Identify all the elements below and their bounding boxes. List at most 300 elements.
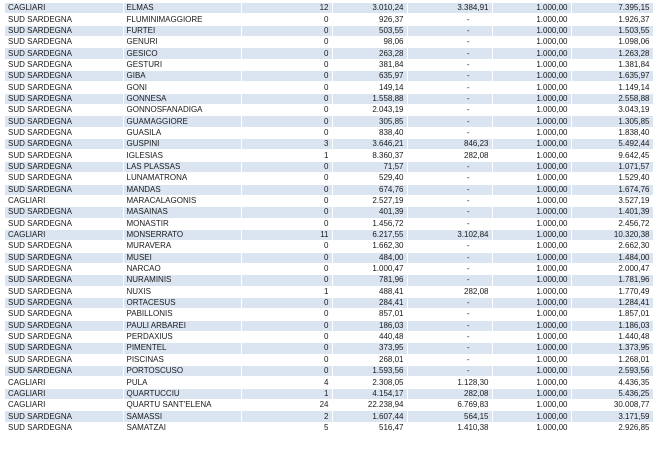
- municipality-cell: FLUMINIMAGGIORE: [123, 14, 241, 25]
- table-row: [5, 218, 653, 229]
- table-row: [5, 286, 653, 297]
- table-row: [5, 252, 653, 263]
- fixed-amount-cell: 1.000,00: [492, 71, 571, 82]
- total-cell: 1.440,48: [571, 331, 653, 342]
- fixed-amount-cell: 1.000,00: [492, 366, 571, 377]
- total-cell: 1.098,06: [571, 37, 653, 48]
- amount-b-cell: 282,08: [407, 286, 492, 297]
- amount-b-cell: 3.102,84: [407, 229, 492, 240]
- province-cell: SUD SARDEGNA: [5, 48, 123, 59]
- total-cell: 1.503,55: [571, 25, 653, 36]
- province-cell: SUD SARDEGNA: [5, 263, 123, 274]
- municipality-cell: MARACALAGONIS: [123, 195, 241, 206]
- count-cell: 0: [241, 173, 332, 184]
- municipality-data-table: [5, 3, 654, 434]
- municipality-cell: QUARTUCCIU: [123, 388, 241, 399]
- table-row: [5, 37, 653, 48]
- amount-a-cell: 529,40: [332, 173, 407, 184]
- table-row: [5, 139, 653, 150]
- fixed-amount-cell: 1.000,00: [492, 139, 571, 150]
- total-cell: 3.171,59: [571, 411, 653, 422]
- amount-a-cell: 1.593,56: [332, 366, 407, 377]
- table-row: [5, 411, 653, 422]
- municipality-cell: MUSEI: [123, 252, 241, 263]
- province-cell: SUD SARDEGNA: [5, 366, 123, 377]
- count-cell: 0: [241, 218, 332, 229]
- municipality-cell: GUAMAGGIORE: [123, 116, 241, 127]
- total-cell: 9.642,45: [571, 150, 653, 161]
- municipality-cell: MURAVERA: [123, 241, 241, 252]
- amount-a-cell: 857,01: [332, 309, 407, 320]
- count-cell: 0: [241, 48, 332, 59]
- count-cell: 0: [241, 252, 332, 263]
- table-row: [5, 161, 653, 172]
- amount-b-cell: -: [407, 37, 492, 48]
- municipality-cell: ORTACESUS: [123, 297, 241, 308]
- table-row: [5, 388, 653, 399]
- province-cell: SUD SARDEGNA: [5, 320, 123, 331]
- province-cell: SUD SARDEGNA: [5, 241, 123, 252]
- amount-a-cell: 8.360,37: [332, 150, 407, 161]
- amount-a-cell: 516,47: [332, 422, 407, 433]
- municipality-cell: NARCAO: [123, 263, 241, 274]
- fixed-amount-cell: 1.000,00: [492, 411, 571, 422]
- table-row: [5, 71, 653, 82]
- fixed-amount-cell: 1.000,00: [492, 150, 571, 161]
- amount-a-cell: 71,57: [332, 161, 407, 172]
- municipality-cell: NUXIS: [123, 286, 241, 297]
- province-cell: SUD SARDEGNA: [5, 309, 123, 320]
- count-cell: 2: [241, 411, 332, 422]
- amount-a-cell: 503,55: [332, 25, 407, 36]
- amount-b-cell: -: [407, 331, 492, 342]
- table-row: [5, 263, 653, 274]
- total-cell: 30.008,77: [571, 400, 653, 411]
- amount-b-cell: 3.384,91: [407, 3, 492, 14]
- amount-b-cell: -: [407, 173, 492, 184]
- province-cell: SUD SARDEGNA: [5, 173, 123, 184]
- total-cell: 2.558,88: [571, 93, 653, 104]
- total-cell: 1.186,03: [571, 320, 653, 331]
- province-cell: CAGLIARI: [5, 377, 123, 388]
- count-cell: 0: [241, 116, 332, 127]
- amount-b-cell: -: [407, 241, 492, 252]
- fixed-amount-cell: 1.000,00: [492, 422, 571, 433]
- municipality-cell: GUASILA: [123, 127, 241, 138]
- fixed-amount-cell: 1.000,00: [492, 297, 571, 308]
- table-row: [5, 195, 653, 206]
- count-cell: 3: [241, 139, 332, 150]
- amount-b-cell: -: [407, 366, 492, 377]
- total-cell: 1.635,97: [571, 71, 653, 82]
- province-cell: SUD SARDEGNA: [5, 218, 123, 229]
- amount-a-cell: 3.646,21: [332, 139, 407, 150]
- total-cell: 4.436,35: [571, 377, 653, 388]
- amount-b-cell: 1.410,38: [407, 422, 492, 433]
- amount-a-cell: 1.000,47: [332, 263, 407, 274]
- amount-b-cell: 564,15: [407, 411, 492, 422]
- count-cell: 1: [241, 150, 332, 161]
- fixed-amount-cell: 1.000,00: [492, 25, 571, 36]
- amount-a-cell: 2.308,05: [332, 377, 407, 388]
- count-cell: 0: [241, 275, 332, 286]
- amount-b-cell: -: [407, 320, 492, 331]
- count-cell: 0: [241, 161, 332, 172]
- table-row: [5, 25, 653, 36]
- amount-b-cell: -: [407, 184, 492, 195]
- amount-b-cell: -: [407, 343, 492, 354]
- amount-a-cell: 6.217,55: [332, 229, 407, 240]
- municipality-cell: MONSERRATO: [123, 229, 241, 240]
- fixed-amount-cell: 1.000,00: [492, 229, 571, 240]
- amount-b-cell: -: [407, 71, 492, 82]
- fixed-amount-cell: 1.000,00: [492, 161, 571, 172]
- municipality-cell: LUNAMATRONA: [123, 173, 241, 184]
- amount-a-cell: 1.607,44: [332, 411, 407, 422]
- count-cell: 24: [241, 400, 332, 411]
- municipality-cell: NURAMINIS: [123, 275, 241, 286]
- table-row: [5, 59, 653, 70]
- count-cell: 0: [241, 59, 332, 70]
- total-cell: 1.529,40: [571, 173, 653, 184]
- amount-a-cell: 838,40: [332, 127, 407, 138]
- fixed-amount-cell: 1.000,00: [492, 93, 571, 104]
- total-cell: 1.263,28: [571, 48, 653, 59]
- municipality-cell: PABILLONIS: [123, 309, 241, 320]
- total-cell: 2.593,56: [571, 366, 653, 377]
- fixed-amount-cell: 1.000,00: [492, 37, 571, 48]
- table-row: [5, 116, 653, 127]
- amount-a-cell: 1.662,30: [332, 241, 407, 252]
- count-cell: 0: [241, 25, 332, 36]
- fixed-amount-cell: 1.000,00: [492, 82, 571, 93]
- province-cell: CAGLIARI: [5, 229, 123, 240]
- count-cell: 0: [241, 309, 332, 320]
- table-row: [5, 150, 653, 161]
- count-cell: 0: [241, 127, 332, 138]
- total-cell: 5.436,25: [571, 388, 653, 399]
- province-cell: SUD SARDEGNA: [5, 14, 123, 25]
- count-cell: 0: [241, 207, 332, 218]
- fixed-amount-cell: 1.000,00: [492, 241, 571, 252]
- municipality-cell: GONNOSFANADIGA: [123, 105, 241, 116]
- table-row: [5, 105, 653, 116]
- amount-a-cell: 4.154,17: [332, 388, 407, 399]
- amount-a-cell: 674,76: [332, 184, 407, 195]
- province-cell: SUD SARDEGNA: [5, 161, 123, 172]
- amount-b-cell: -: [407, 105, 492, 116]
- total-cell: 7.395,15: [571, 3, 653, 14]
- count-cell: 0: [241, 297, 332, 308]
- total-cell: 1.857,01: [571, 309, 653, 320]
- province-cell: SUD SARDEGNA: [5, 411, 123, 422]
- province-cell: SUD SARDEGNA: [5, 71, 123, 82]
- table-row: [5, 3, 653, 14]
- province-cell: SUD SARDEGNA: [5, 354, 123, 365]
- municipality-cell: PORTOSCUSO: [123, 366, 241, 377]
- table-row: [5, 331, 653, 342]
- count-cell: 0: [241, 331, 332, 342]
- amount-a-cell: 401,39: [332, 207, 407, 218]
- count-cell: 0: [241, 195, 332, 206]
- province-cell: SUD SARDEGNA: [5, 343, 123, 354]
- table-row: [5, 184, 653, 195]
- total-cell: 1.674,76: [571, 184, 653, 195]
- amount-a-cell: 284,41: [332, 297, 407, 308]
- count-cell: 0: [241, 354, 332, 365]
- amount-a-cell: 2.527,19: [332, 195, 407, 206]
- total-cell: 2.000,47: [571, 263, 653, 274]
- province-cell: SUD SARDEGNA: [5, 116, 123, 127]
- total-cell: 1.268,01: [571, 354, 653, 365]
- amount-b-cell: 1.128,30: [407, 377, 492, 388]
- total-cell: 3.043,19: [571, 105, 653, 116]
- amount-a-cell: 3.010,24: [332, 3, 407, 14]
- count-cell: 0: [241, 320, 332, 331]
- municipality-cell: GONNESA: [123, 93, 241, 104]
- table-row: [5, 48, 653, 59]
- amount-b-cell: -: [407, 297, 492, 308]
- amount-a-cell: 635,97: [332, 71, 407, 82]
- province-cell: SUD SARDEGNA: [5, 139, 123, 150]
- table-row: [5, 127, 653, 138]
- total-cell: 1.401,39: [571, 207, 653, 218]
- province-cell: SUD SARDEGNA: [5, 184, 123, 195]
- table-row: [5, 422, 653, 433]
- total-cell: 1.149,14: [571, 82, 653, 93]
- municipality-cell: QUARTU SANT'ELENA: [123, 400, 241, 411]
- fixed-amount-cell: 1.000,00: [492, 377, 571, 388]
- table-row: [5, 400, 653, 411]
- amount-b-cell: -: [407, 309, 492, 320]
- amount-a-cell: 263,28: [332, 48, 407, 59]
- province-cell: SUD SARDEGNA: [5, 422, 123, 433]
- count-cell: 11: [241, 229, 332, 240]
- count-cell: 0: [241, 14, 332, 25]
- count-cell: 0: [241, 82, 332, 93]
- count-cell: 0: [241, 184, 332, 195]
- municipality-cell: MANDAS: [123, 184, 241, 195]
- municipality-cell: MASAINAS: [123, 207, 241, 218]
- municipality-cell: LAS PLASSAS: [123, 161, 241, 172]
- province-cell: CAGLIARI: [5, 388, 123, 399]
- total-cell: 1.305,85: [571, 116, 653, 127]
- fixed-amount-cell: 1.000,00: [492, 252, 571, 263]
- count-cell: 5: [241, 422, 332, 433]
- fixed-amount-cell: 1.000,00: [492, 343, 571, 354]
- province-cell: SUD SARDEGNA: [5, 150, 123, 161]
- amount-b-cell: -: [407, 116, 492, 127]
- municipality-cell: GESTURI: [123, 59, 241, 70]
- fixed-amount-cell: 1.000,00: [492, 195, 571, 206]
- total-cell: 1.781,96: [571, 275, 653, 286]
- province-cell: SUD SARDEGNA: [5, 25, 123, 36]
- count-cell: 0: [241, 93, 332, 104]
- municipality-cell: IGLESIAS: [123, 150, 241, 161]
- amount-a-cell: 1.558,88: [332, 93, 407, 104]
- table-row: [5, 207, 653, 218]
- amount-a-cell: 440,48: [332, 331, 407, 342]
- table-row: [5, 241, 653, 252]
- total-cell: 1.770,49: [571, 286, 653, 297]
- amount-a-cell: 484,00: [332, 252, 407, 263]
- province-cell: SUD SARDEGNA: [5, 207, 123, 218]
- province-cell: CAGLIARI: [5, 195, 123, 206]
- total-cell: 2.456,72: [571, 218, 653, 229]
- municipality-cell: PIMENTEL: [123, 343, 241, 354]
- amount-b-cell: -: [407, 127, 492, 138]
- amount-b-cell: -: [407, 59, 492, 70]
- amount-a-cell: 373,95: [332, 343, 407, 354]
- total-cell: 2.662,30: [571, 241, 653, 252]
- fixed-amount-cell: 1.000,00: [492, 286, 571, 297]
- amount-b-cell: 282,08: [407, 388, 492, 399]
- amount-a-cell: 926,37: [332, 14, 407, 25]
- province-cell: SUD SARDEGNA: [5, 252, 123, 263]
- municipality-cell: GONI: [123, 82, 241, 93]
- table-row: [5, 297, 653, 308]
- table-row: [5, 343, 653, 354]
- table-row: [5, 229, 653, 240]
- count-cell: 0: [241, 343, 332, 354]
- total-cell: 1.284,41: [571, 297, 653, 308]
- fixed-amount-cell: 1.000,00: [492, 173, 571, 184]
- amount-b-cell: -: [407, 207, 492, 218]
- fixed-amount-cell: 1.000,00: [492, 59, 571, 70]
- fixed-amount-cell: 1.000,00: [492, 207, 571, 218]
- table-row: [5, 82, 653, 93]
- total-cell: 10.320,38: [571, 229, 653, 240]
- municipality-cell: PISCINAS: [123, 354, 241, 365]
- fixed-amount-cell: 1.000,00: [492, 127, 571, 138]
- amount-b-cell: -: [407, 48, 492, 59]
- amount-b-cell: -: [407, 275, 492, 286]
- count-cell: 12: [241, 3, 332, 14]
- province-cell: CAGLIARI: [5, 400, 123, 411]
- amount-a-cell: 22.238,94: [332, 400, 407, 411]
- fixed-amount-cell: 1.000,00: [492, 3, 571, 14]
- fixed-amount-cell: 1.000,00: [492, 400, 571, 411]
- province-cell: SUD SARDEGNA: [5, 286, 123, 297]
- total-cell: 2.926,85: [571, 422, 653, 433]
- amount-b-cell: 282,08: [407, 150, 492, 161]
- amount-b-cell: -: [407, 354, 492, 365]
- amount-a-cell: 381,84: [332, 59, 407, 70]
- amount-b-cell: -: [407, 218, 492, 229]
- amount-a-cell: 1.456,72: [332, 218, 407, 229]
- count-cell: 1: [241, 286, 332, 297]
- municipality-cell: MONASTIR: [123, 218, 241, 229]
- count-cell: 0: [241, 263, 332, 274]
- province-cell: SUD SARDEGNA: [5, 127, 123, 138]
- count-cell: 0: [241, 105, 332, 116]
- count-cell: 4: [241, 377, 332, 388]
- table-row: [5, 93, 653, 104]
- amount-a-cell: 98,06: [332, 37, 407, 48]
- amount-a-cell: 268,01: [332, 354, 407, 365]
- amount-b-cell: -: [407, 161, 492, 172]
- fixed-amount-cell: 1.000,00: [492, 331, 571, 342]
- table-row: [5, 14, 653, 25]
- province-cell: SUD SARDEGNA: [5, 297, 123, 308]
- table-row: [5, 377, 653, 388]
- table-body: [5, 3, 653, 434]
- amount-b-cell: -: [407, 195, 492, 206]
- province-cell: SUD SARDEGNA: [5, 82, 123, 93]
- total-cell: 1.838,40: [571, 127, 653, 138]
- fixed-amount-cell: 1.000,00: [492, 116, 571, 127]
- fixed-amount-cell: 1.000,00: [492, 320, 571, 331]
- amount-b-cell: -: [407, 93, 492, 104]
- total-cell: 3.527,19: [571, 195, 653, 206]
- province-cell: CAGLIARI: [5, 3, 123, 14]
- amount-b-cell: -: [407, 263, 492, 274]
- fixed-amount-cell: 1.000,00: [492, 105, 571, 116]
- fixed-amount-cell: 1.000,00: [492, 14, 571, 25]
- province-cell: SUD SARDEGNA: [5, 331, 123, 342]
- municipality-cell: GIBA: [123, 71, 241, 82]
- amount-b-cell: 6.769,83: [407, 400, 492, 411]
- province-cell: SUD SARDEGNA: [5, 37, 123, 48]
- total-cell: 1.484,00: [571, 252, 653, 263]
- amount-b-cell: -: [407, 25, 492, 36]
- municipality-cell: FURTEI: [123, 25, 241, 36]
- amount-a-cell: 305,85: [332, 116, 407, 127]
- total-cell: 1.381,84: [571, 59, 653, 70]
- fixed-amount-cell: 1.000,00: [492, 48, 571, 59]
- municipality-cell: GUSPINI: [123, 139, 241, 150]
- fixed-amount-cell: 1.000,00: [492, 309, 571, 320]
- province-cell: SUD SARDEGNA: [5, 93, 123, 104]
- count-cell: 0: [241, 71, 332, 82]
- municipality-cell: PULA: [123, 377, 241, 388]
- amount-a-cell: 2.043,19: [332, 105, 407, 116]
- municipality-cell: ELMAS: [123, 3, 241, 14]
- province-cell: SUD SARDEGNA: [5, 275, 123, 286]
- total-cell: 1.373,95: [571, 343, 653, 354]
- total-cell: 5.492,44: [571, 139, 653, 150]
- amount-a-cell: 149,14: [332, 82, 407, 93]
- table-row: [5, 309, 653, 320]
- fixed-amount-cell: 1.000,00: [492, 263, 571, 274]
- amount-b-cell: 846,23: [407, 139, 492, 150]
- amount-b-cell: -: [407, 14, 492, 25]
- fixed-amount-cell: 1.000,00: [492, 184, 571, 195]
- fixed-amount-cell: 1.000,00: [492, 275, 571, 286]
- table-row: [5, 173, 653, 184]
- count-cell: 0: [241, 37, 332, 48]
- municipality-cell: SAMASSI: [123, 411, 241, 422]
- total-cell: 1.926,37: [571, 14, 653, 25]
- amount-a-cell: 781,96: [332, 275, 407, 286]
- fixed-amount-cell: 1.000,00: [492, 218, 571, 229]
- municipality-cell: GESICO: [123, 48, 241, 59]
- total-cell: 1.071,57: [571, 161, 653, 172]
- amount-b-cell: -: [407, 252, 492, 263]
- amount-a-cell: 488,41: [332, 286, 407, 297]
- municipality-cell: GENURI: [123, 37, 241, 48]
- province-cell: SUD SARDEGNA: [5, 105, 123, 116]
- municipality-cell: SAMATZAI: [123, 422, 241, 433]
- municipality-cell: PERDAXIUS: [123, 331, 241, 342]
- amount-b-cell: -: [407, 82, 492, 93]
- table-row: [5, 275, 653, 286]
- table-row: [5, 320, 653, 331]
- municipality-cell: PAULI ARBAREI: [123, 320, 241, 331]
- province-cell: SUD SARDEGNA: [5, 59, 123, 70]
- amount-a-cell: 186,03: [332, 320, 407, 331]
- table-row: [5, 366, 653, 377]
